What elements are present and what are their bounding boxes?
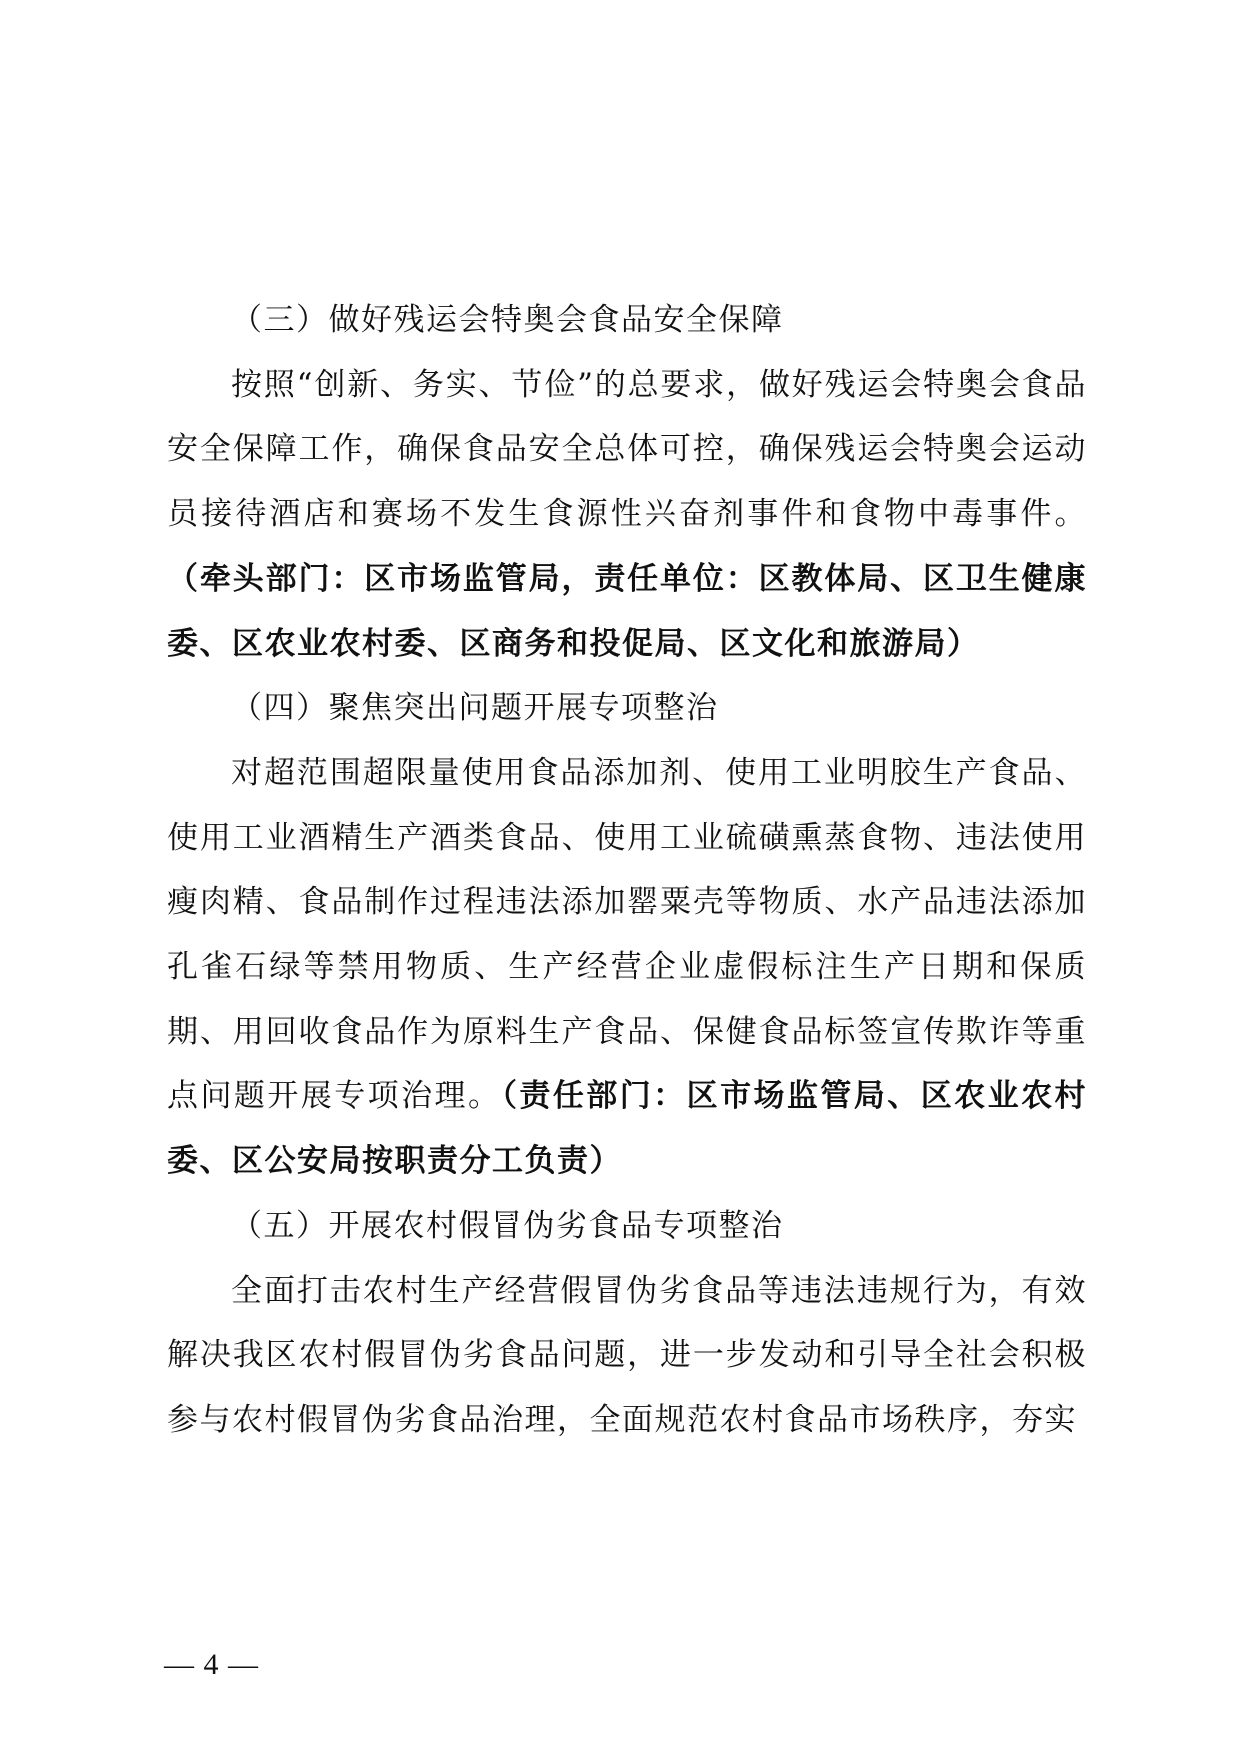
section-paragraph-4 — [167, 741, 1087, 1194]
paragraph-text: 全面打击农村生产经营假冒伪劣食品等违法违规行为，有效解决我区农村假冒伪劣食品问题，进一步发动和引导全社会积极参与农村假冒伪劣食品治理，全面规范农村食品市场秩序，夯实 — [167, 1272, 1087, 1438]
responsibility-note: （牵头部门：区市场监管局，责任单位：区教体局、区卫生健康委、区农业农村委、区商务和投促局、区文化和旅游局） — [167, 560, 1087, 662]
responsibility-note: （责任部门：区市场监管局、区农业农村委、区公安局按职责分工负责） — [167, 1078, 1088, 1180]
paragraph-text: 对超范围超限量使用食品添加剂、使用工业明胶生产食品、使用工业酒精生产酒类食品、使用工业硫磺熏蒸食物、违法使用瘦肉精、食品制作过程违法添加罂粟壳等物质、水产品违法添加孔雀石绿等禁用物质、生产经营企业虚假标注生产日期和保质期、用回收食品作为原料生产食品、保健食品标签宣传欺诈等重点问题开展专项治理。 — [167, 754, 1087, 1115]
section-paragraph-5 — [167, 1259, 1087, 1453]
section-heading-5: （五）开展农村假冒伪劣食品专项整治 — [231, 1207, 784, 1244]
section-heading-3: （三）做好残运会特奥会食品安全保障 — [231, 302, 784, 338]
document-body — [167, 288, 1087, 1453]
paragraph-text: 按照“创新、务实、节俭”的总要求，做好残运会特奥会食品安全保障工作，确保食品安全总体可控，确保残运会特奥会运动员接待酒店和赛场不发生食源性兴奋剂事件和食物中毒事件。 — [167, 366, 1087, 533]
section-heading-4: （四）聚焦突出问题开展专项整治 — [231, 690, 719, 727]
page-number: — 4 — — [164, 1648, 259, 1681]
section-paragraph-3 — [167, 353, 1087, 677]
